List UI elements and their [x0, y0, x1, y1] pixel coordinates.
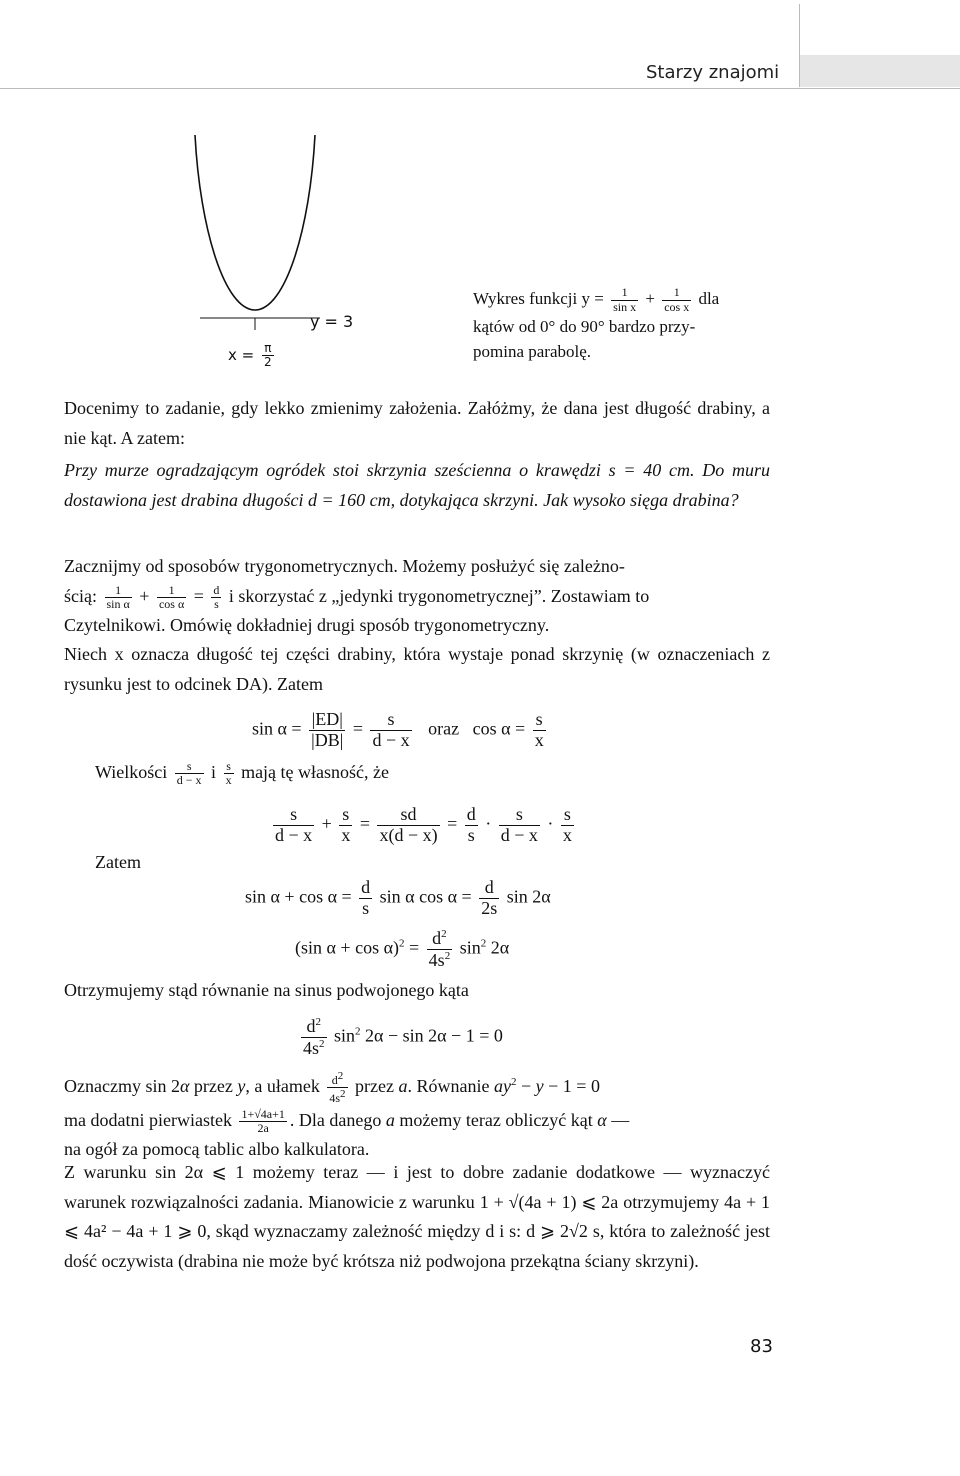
equation-4: (sin α + cos α)$^2$ = $\frac{d^2}{4s^2}$ $\sin^2 2\alpha$	[295, 928, 510, 970]
equation-5: $\frac{d^2}{4s^2}$ $\sin^2 2\alpha - \sin 2\alpha - 1 = 0$	[303, 1016, 503, 1058]
label-y3: y = 3	[310, 312, 354, 331]
paragraph-6: Otrzymujemy stąd równanie na sinus podwojonego kąta	[64, 980, 469, 1000]
figure-caption: Wykres funkcji y = $\frac{1}{\text{sin x}}$ + $\frac{1}{\text{cos x}}$ dla kątów od 0° do 90° bardzo przy- pomina parabolę.	[473, 285, 720, 361]
parabola-figure	[180, 130, 380, 380]
equation-1: sin α = $\frac{|ED|}{|DB|}$ = $\frac{s}{d - x}$ oraz cos α = $\frac{s}{x}$	[252, 709, 544, 750]
parabola-curve	[195, 135, 315, 310]
page-number: 83	[750, 1336, 773, 1357]
equation-2: $\frac{s}{d - x}$ + $\frac{s}{x}$ = $\frac{sd}{x(d - x)}$ = $\frac{d}{s}$ · $\frac{s}{d - x}$ · $\frac{s}{x}$	[275, 804, 572, 845]
paragraph-8: Z warunku sin 2α ⩽ 1 możemy teraz — i jest to dobre zadanie dodatkowe — wyznaczyć warunek rozwiązalności zadania. Mianowicie z warunku 1 + √(4a + 1) ⩽ 2a otrzymujemy 4a + 1 ⩽ 4a² − 4a + 1 ⩾ 0, skąd wyznaczamy zależność między d i s: d ⩾ 2√2 s, która to zależność jest dość oczywista (drabina nie może być krótsza niż podwojona przekątna ściany skrzyni).	[64, 1162, 770, 1271]
paragraph-3: Zacznijmy od sposobów trygonometrycznych. Możemy posłużyć się zależno- ścią: $\frac{1}{\text{sin α}}$ + $\frac{1}{\text{cos α}}$ = $\frac{d}{s}$ i skorzystać z „jedynki trygonometrycznej”. Zostawiam to Czytelnikowi. Omówię dokładniej drugi sposób trygonometryczny.	[64, 556, 650, 636]
paragraph-1: Docenimy to zadanie, gdy lekko zmienimy założenia. Załóżmy, że dana jest długość drabiny, a nie kąt. A zatem:	[64, 398, 770, 448]
label-x-pi-half: x = $\frac{\pi}{2}$	[228, 341, 272, 370]
header-rule	[0, 88, 960, 89]
equation-3: sin α + cos α = $\frac{d}{s}$ sin α cos α = $\frac{d}{2s}$ sin 2α	[245, 877, 551, 918]
paragraph-7: Oznaczmy sin 2α przez y, a ułamek $\frac{d^2}{4s^2}$ przez a. Równanie $ay^2 - y - 1 = 0$ ma dodatni pierwiastek $\frac{1+√4a+1}{2a}$ . Dla danego a możemy teraz obliczyć kąt α — na ogół za pomocą tablic albo kalkulatora.	[64, 1070, 630, 1160]
running-header: Starzy znajomi	[646, 62, 780, 83]
problem-statement: Przy murze ogradzającym ogródek stoi skrzynia sześcienna o krawędzi s = 40 cm. Do muru dostawiona jest drabina długości d = 160 cm, dotykająca skrzyni. Jak wysoko sięga drabina?	[64, 460, 770, 510]
paragraph-4: Niech x oznacza długość tej części drabiny, która wystaje ponad skrzynię (w oznaczeniach z rysunku jest to odcinek DA). Zatem	[64, 644, 770, 694]
header-bar	[800, 55, 960, 87]
paragraph-5: Wielkości $\frac{s}{d - x}$ i $\frac{s}{x}$ mają tę własność, że	[95, 759, 389, 788]
zatem-label: Zatem	[95, 852, 141, 872]
